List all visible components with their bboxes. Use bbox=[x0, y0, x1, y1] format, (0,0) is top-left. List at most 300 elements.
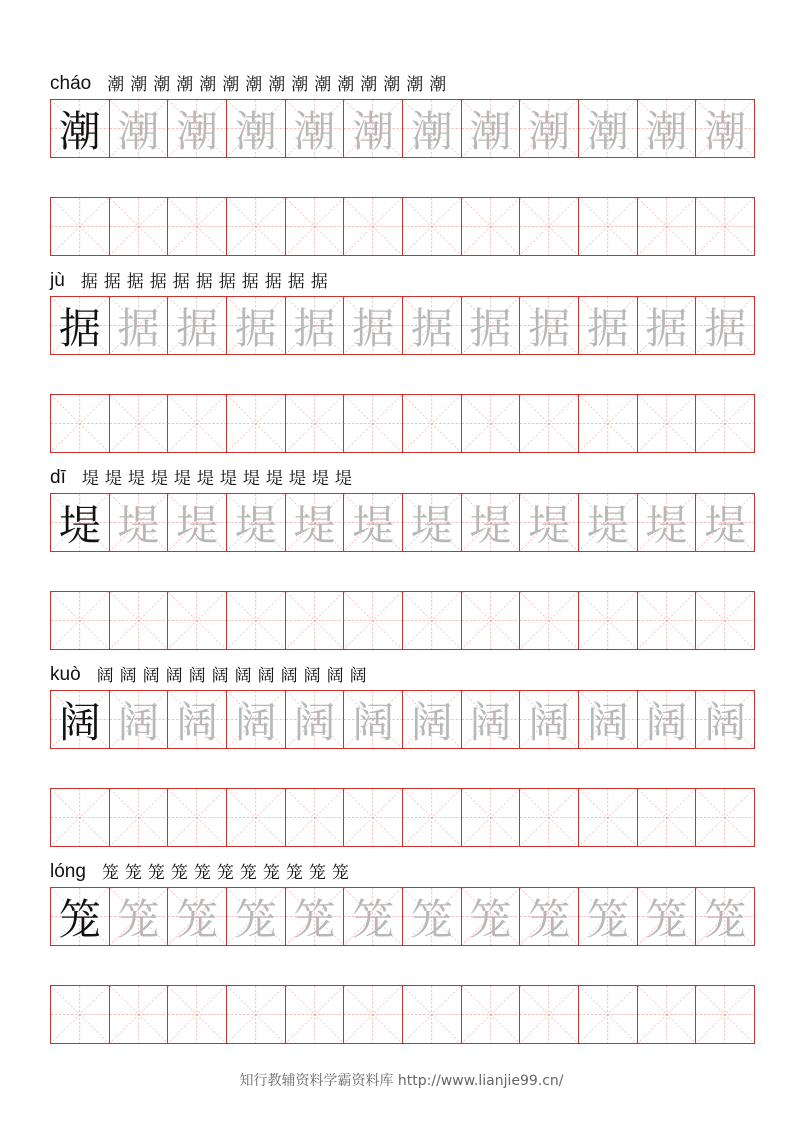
grid-cell[interactable] bbox=[403, 888, 462, 945]
grid-cell[interactable] bbox=[227, 297, 286, 354]
stroke-step: 据 bbox=[264, 272, 282, 292]
stroke-step: 笼 bbox=[308, 863, 326, 883]
trace-character: 潮 bbox=[528, 106, 571, 156]
grid-cell[interactable] bbox=[286, 691, 345, 748]
mi-grid-guides bbox=[403, 986, 461, 1043]
trace-character: 笼 bbox=[352, 894, 395, 944]
grid-cell[interactable] bbox=[227, 789, 286, 846]
mi-grid-guides bbox=[286, 789, 344, 846]
mi-grid-guides bbox=[696, 986, 754, 1043]
trace-character: 笼 bbox=[586, 894, 629, 944]
mi-grid-guides bbox=[286, 986, 344, 1043]
mi-grid-guides bbox=[462, 789, 520, 846]
mi-grid-guides bbox=[51, 789, 109, 846]
grid-cell[interactable] bbox=[696, 297, 754, 354]
trace-character: 堤 bbox=[469, 500, 512, 550]
grid-cell[interactable] bbox=[696, 986, 754, 1043]
pinyin-label: kuò bbox=[50, 664, 81, 685]
mi-grid-guides bbox=[344, 789, 402, 846]
stroke-step: 笼 bbox=[124, 863, 142, 883]
trace-character: 笼 bbox=[293, 894, 336, 944]
grid-cell[interactable] bbox=[286, 494, 345, 551]
grid-cell[interactable] bbox=[51, 986, 110, 1043]
stroke-step: 据 bbox=[287, 272, 305, 292]
stroke-step: 潮 bbox=[268, 75, 286, 95]
trace-character: 潮 bbox=[176, 106, 219, 156]
grid-cell[interactable] bbox=[638, 100, 697, 157]
mi-grid-guides bbox=[110, 789, 168, 846]
grid-cell[interactable] bbox=[168, 494, 227, 551]
trace-character: 潮 bbox=[469, 106, 512, 156]
mi-grid-guides bbox=[520, 986, 578, 1043]
grid-cell[interactable] bbox=[344, 100, 403, 157]
trace-character: 阔 bbox=[645, 697, 688, 747]
mi-grid-guides bbox=[638, 395, 696, 452]
grid-cell[interactable] bbox=[462, 789, 521, 846]
grid-cell[interactable] bbox=[110, 395, 169, 452]
stroke-step: 阔 bbox=[142, 666, 160, 686]
trace-character: 据 bbox=[293, 303, 336, 353]
grid-cell[interactable] bbox=[227, 395, 286, 452]
grid-cell[interactable] bbox=[110, 297, 169, 354]
grid-cell[interactable] bbox=[110, 198, 169, 255]
trace-character: 潮 bbox=[293, 106, 336, 156]
trace-character: 据 bbox=[645, 303, 688, 353]
mi-grid-guides bbox=[403, 592, 461, 649]
grid-cell[interactable] bbox=[51, 297, 110, 354]
stroke-step: 笼 bbox=[285, 863, 303, 883]
mi-grid-guides bbox=[403, 395, 461, 452]
grid-cell[interactable] bbox=[462, 986, 521, 1043]
grid-cell[interactable] bbox=[696, 395, 754, 452]
grid-cell[interactable] bbox=[403, 592, 462, 649]
grid-cell[interactable] bbox=[344, 395, 403, 452]
stroke-step: 阔 bbox=[234, 666, 252, 686]
stroke-step: 笼 bbox=[193, 863, 211, 883]
mi-grid-guides bbox=[638, 198, 696, 255]
stroke-step: 潮 bbox=[429, 75, 447, 95]
grid-cell[interactable] bbox=[403, 986, 462, 1043]
grid-cell[interactable] bbox=[696, 888, 754, 945]
stroke-step: 据 bbox=[126, 272, 144, 292]
grid-cell[interactable] bbox=[168, 986, 227, 1043]
stroke-step: 潮 bbox=[314, 75, 332, 95]
grid-cell[interactable] bbox=[227, 100, 286, 157]
model-character: 据 bbox=[58, 303, 101, 353]
grid-cell[interactable] bbox=[520, 789, 579, 846]
trace-character: 阔 bbox=[704, 697, 747, 747]
grid-cell[interactable] bbox=[462, 494, 521, 551]
mi-grid-guides bbox=[110, 592, 168, 649]
mi-grid-guides bbox=[696, 198, 754, 255]
grid-cell[interactable] bbox=[286, 297, 345, 354]
grid-cell[interactable] bbox=[344, 592, 403, 649]
trace-character: 阔 bbox=[586, 697, 629, 747]
mi-grid-guides bbox=[286, 395, 344, 452]
grid-cell[interactable] bbox=[696, 494, 754, 551]
stroke-step: 潮 bbox=[107, 75, 125, 95]
pinyin-label: lóng bbox=[50, 861, 86, 882]
stroke-step: 阔 bbox=[188, 666, 206, 686]
stroke-step: 堤 bbox=[81, 469, 99, 489]
stroke-step: 阔 bbox=[211, 666, 229, 686]
grid-cell[interactable] bbox=[520, 888, 579, 945]
trace-character: 据 bbox=[410, 303, 453, 353]
grid-cell[interactable] bbox=[110, 888, 169, 945]
grid-cell[interactable] bbox=[462, 100, 521, 157]
grid-cell[interactable] bbox=[168, 592, 227, 649]
grid-cell[interactable] bbox=[462, 297, 521, 354]
grid-cell[interactable] bbox=[403, 297, 462, 354]
mi-grid-guides bbox=[579, 592, 637, 649]
trace-character: 阔 bbox=[234, 697, 277, 747]
stroke-step: 据 bbox=[80, 272, 98, 292]
stroke-step: 阔 bbox=[303, 666, 321, 686]
stroke-order-header bbox=[50, 266, 328, 292]
grid-cell[interactable] bbox=[286, 789, 345, 846]
grid-cell[interactable] bbox=[638, 198, 697, 255]
grid-cell[interactable] bbox=[227, 691, 286, 748]
mi-grid-guides bbox=[462, 592, 520, 649]
blank-practice-row bbox=[50, 788, 755, 847]
trace-character: 堤 bbox=[293, 500, 336, 550]
stroke-step: 阔 bbox=[349, 666, 367, 686]
stroke-step: 阔 bbox=[96, 666, 114, 686]
grid-cell[interactable] bbox=[344, 691, 403, 748]
stroke-step: 潮 bbox=[130, 75, 148, 95]
grid-cell[interactable] bbox=[462, 691, 521, 748]
trace-character: 堤 bbox=[704, 500, 747, 550]
mi-grid-guides bbox=[51, 986, 109, 1043]
trace-character: 笼 bbox=[469, 894, 512, 944]
stroke-step: 堤 bbox=[150, 469, 168, 489]
model-character: 笼 bbox=[58, 894, 101, 944]
stroke-step: 潮 bbox=[176, 75, 194, 95]
grid-cell[interactable] bbox=[403, 198, 462, 255]
mi-grid-guides bbox=[227, 198, 285, 255]
trace-character: 潮 bbox=[645, 106, 688, 156]
mi-grid-guides bbox=[696, 395, 754, 452]
grid-cell[interactable] bbox=[344, 986, 403, 1043]
trace-character: 潮 bbox=[352, 106, 395, 156]
grid-cell[interactable] bbox=[286, 198, 345, 255]
tracing-row bbox=[50, 690, 755, 749]
grid-cell[interactable] bbox=[462, 592, 521, 649]
mi-grid-guides bbox=[227, 986, 285, 1043]
trace-character: 阔 bbox=[410, 697, 453, 747]
mi-grid-guides bbox=[168, 789, 226, 846]
grid-cell[interactable] bbox=[520, 297, 579, 354]
stroke-step: 阔 bbox=[280, 666, 298, 686]
trace-character: 笼 bbox=[117, 894, 160, 944]
stroke-step: 堤 bbox=[288, 469, 306, 489]
mi-grid-guides bbox=[227, 789, 285, 846]
grid-cell[interactable] bbox=[520, 100, 579, 157]
grid-cell[interactable] bbox=[168, 100, 227, 157]
grid-cell[interactable] bbox=[638, 494, 697, 551]
grid-cell[interactable] bbox=[168, 198, 227, 255]
mi-grid-guides bbox=[168, 395, 226, 452]
mi-grid-guides bbox=[403, 789, 461, 846]
stroke-step: 潮 bbox=[337, 75, 355, 95]
mi-grid-guides bbox=[168, 592, 226, 649]
trace-character: 笼 bbox=[234, 894, 277, 944]
grid-cell[interactable] bbox=[168, 395, 227, 452]
stroke-step: 据 bbox=[195, 272, 213, 292]
trace-character: 据 bbox=[469, 303, 512, 353]
grid-cell[interactable] bbox=[520, 198, 579, 255]
footer-text: 知行教辅资料学霸资料库 http://www.lianjie99.cn/ bbox=[239, 1073, 564, 1089]
grid-cell[interactable] bbox=[579, 691, 638, 748]
grid-cell[interactable] bbox=[110, 789, 169, 846]
stroke-step: 堤 bbox=[104, 469, 122, 489]
stroke-step: 笼 bbox=[331, 863, 349, 883]
grid-cell[interactable] bbox=[344, 297, 403, 354]
mi-grid-guides bbox=[579, 198, 637, 255]
grid-cell[interactable] bbox=[579, 198, 638, 255]
grid-cell[interactable] bbox=[286, 592, 345, 649]
stroke-step: 潮 bbox=[291, 75, 309, 95]
grid-cell[interactable] bbox=[520, 395, 579, 452]
stroke-step: 阔 bbox=[119, 666, 137, 686]
tracing-row bbox=[50, 493, 755, 552]
stroke-step: 堤 bbox=[219, 469, 237, 489]
mi-grid-guides bbox=[638, 789, 696, 846]
grid-cell[interactable] bbox=[51, 100, 110, 157]
stroke-step: 堤 bbox=[265, 469, 283, 489]
grid-cell[interactable] bbox=[403, 100, 462, 157]
trace-character: 据 bbox=[117, 303, 160, 353]
tracing-row bbox=[50, 296, 755, 355]
stroke-step: 据 bbox=[172, 272, 190, 292]
grid-cell[interactable] bbox=[638, 297, 697, 354]
stroke-order-header bbox=[50, 463, 352, 489]
trace-character: 笼 bbox=[410, 894, 453, 944]
trace-character: 潮 bbox=[586, 106, 629, 156]
mi-grid-guides bbox=[638, 592, 696, 649]
pinyin-label: cháo bbox=[50, 73, 92, 94]
grid-cell[interactable] bbox=[403, 691, 462, 748]
trace-character: 笼 bbox=[176, 894, 219, 944]
grid-cell[interactable] bbox=[520, 691, 579, 748]
grid-cell[interactable] bbox=[286, 395, 345, 452]
mi-grid-guides bbox=[110, 395, 168, 452]
grid-cell[interactable] bbox=[344, 789, 403, 846]
grid-cell[interactable] bbox=[227, 986, 286, 1043]
stroke-order-header bbox=[50, 857, 349, 883]
mi-grid-guides bbox=[344, 986, 402, 1043]
trace-character: 据 bbox=[352, 303, 395, 353]
mi-grid-guides bbox=[168, 198, 226, 255]
mi-grid-guides bbox=[520, 395, 578, 452]
grid-cell[interactable] bbox=[696, 691, 754, 748]
grid-cell[interactable] bbox=[579, 986, 638, 1043]
grid-cell[interactable] bbox=[403, 494, 462, 551]
trace-character: 阔 bbox=[469, 697, 512, 747]
mi-grid-guides bbox=[462, 198, 520, 255]
grid-cell[interactable] bbox=[168, 888, 227, 945]
grid-cell[interactable] bbox=[110, 691, 169, 748]
stroke-step: 潮 bbox=[245, 75, 263, 95]
grid-cell[interactable] bbox=[579, 888, 638, 945]
trace-character: 据 bbox=[528, 303, 571, 353]
mi-grid-guides bbox=[462, 395, 520, 452]
grid-cell[interactable] bbox=[462, 395, 521, 452]
grid-cell[interactable] bbox=[110, 100, 169, 157]
stroke-step: 堤 bbox=[242, 469, 260, 489]
stroke-step: 潮 bbox=[383, 75, 401, 95]
mi-grid-guides bbox=[51, 198, 109, 255]
mi-grid-guides bbox=[520, 592, 578, 649]
grid-cell[interactable] bbox=[520, 592, 579, 649]
grid-cell[interactable] bbox=[638, 395, 697, 452]
stroke-step: 潮 bbox=[360, 75, 378, 95]
trace-character: 笼 bbox=[528, 894, 571, 944]
trace-character: 潮 bbox=[704, 106, 747, 156]
stroke-step: 笼 bbox=[101, 863, 119, 883]
mi-grid-guides bbox=[51, 395, 109, 452]
grid-cell[interactable] bbox=[520, 986, 579, 1043]
grid-cell[interactable] bbox=[403, 395, 462, 452]
stroke-step: 堤 bbox=[127, 469, 145, 489]
mi-grid-guides bbox=[110, 986, 168, 1043]
stroke-step: 堤 bbox=[173, 469, 191, 489]
trace-character: 堤 bbox=[352, 500, 395, 550]
grid-cell[interactable] bbox=[403, 789, 462, 846]
stroke-step: 潮 bbox=[406, 75, 424, 95]
grid-cell[interactable] bbox=[579, 297, 638, 354]
stroke-step: 堤 bbox=[311, 469, 329, 489]
grid-cell[interactable] bbox=[286, 100, 345, 157]
grid-cell[interactable] bbox=[579, 100, 638, 157]
grid-cell[interactable] bbox=[344, 494, 403, 551]
grid-cell[interactable] bbox=[696, 592, 754, 649]
grid-cell[interactable] bbox=[51, 395, 110, 452]
mi-grid-guides bbox=[227, 395, 285, 452]
trace-character: 据 bbox=[586, 303, 629, 353]
grid-cell[interactable] bbox=[51, 592, 110, 649]
trace-character: 堤 bbox=[645, 500, 688, 550]
grid-cell[interactable] bbox=[579, 494, 638, 551]
grid-cell[interactable] bbox=[462, 888, 521, 945]
stroke-step: 阔 bbox=[165, 666, 183, 686]
mi-grid-guides bbox=[51, 592, 109, 649]
grid-cell[interactable] bbox=[638, 691, 697, 748]
model-character: 阔 bbox=[58, 697, 101, 747]
stroke-step: 据 bbox=[218, 272, 236, 292]
grid-cell[interactable] bbox=[520, 494, 579, 551]
grid-cell[interactable] bbox=[462, 198, 521, 255]
trace-character: 阔 bbox=[293, 697, 336, 747]
grid-cell[interactable] bbox=[110, 592, 169, 649]
blank-practice-row bbox=[50, 197, 755, 256]
mi-grid-guides bbox=[344, 395, 402, 452]
grid-cell[interactable] bbox=[638, 888, 697, 945]
grid-cell[interactable] bbox=[286, 888, 345, 945]
stroke-step: 堤 bbox=[334, 469, 352, 489]
mi-grid-guides bbox=[110, 198, 168, 255]
stroke-step: 笼 bbox=[239, 863, 257, 883]
grid-cell[interactable] bbox=[696, 100, 754, 157]
grid-cell[interactable] bbox=[227, 592, 286, 649]
stroke-step: 据 bbox=[310, 272, 328, 292]
grid-cell[interactable] bbox=[579, 395, 638, 452]
grid-cell[interactable] bbox=[696, 198, 754, 255]
stroke-order-header bbox=[50, 660, 367, 686]
mi-grid-guides bbox=[168, 986, 226, 1043]
trace-character: 阔 bbox=[528, 697, 571, 747]
grid-cell[interactable] bbox=[51, 789, 110, 846]
tracing-row bbox=[50, 99, 755, 158]
stroke-step: 堤 bbox=[196, 469, 214, 489]
stroke-step: 据 bbox=[103, 272, 121, 292]
grid-cell[interactable] bbox=[286, 986, 345, 1043]
grid-cell[interactable] bbox=[638, 592, 697, 649]
grid-cell[interactable] bbox=[51, 494, 110, 551]
mi-grid-guides bbox=[520, 198, 578, 255]
stroke-step: 据 bbox=[241, 272, 259, 292]
mi-grid-guides bbox=[344, 592, 402, 649]
trace-character: 阔 bbox=[117, 697, 160, 747]
mi-grid-guides bbox=[696, 592, 754, 649]
pinyin-label: dī bbox=[50, 467, 66, 488]
grid-cell[interactable] bbox=[110, 494, 169, 551]
grid-cell[interactable] bbox=[51, 888, 110, 945]
stroke-step: 潮 bbox=[153, 75, 171, 95]
mi-grid-guides bbox=[403, 198, 461, 255]
stroke-step: 阔 bbox=[326, 666, 344, 686]
grid-cell[interactable] bbox=[579, 789, 638, 846]
grid-cell[interactable] bbox=[638, 789, 697, 846]
trace-character: 笼 bbox=[704, 894, 747, 944]
grid-cell[interactable] bbox=[51, 198, 110, 255]
mi-grid-guides bbox=[227, 592, 285, 649]
grid-cell[interactable] bbox=[168, 297, 227, 354]
mi-grid-guides bbox=[344, 198, 402, 255]
grid-cell[interactable] bbox=[227, 494, 286, 551]
trace-character: 据 bbox=[704, 303, 747, 353]
trace-character: 堤 bbox=[117, 500, 160, 550]
blank-practice-row bbox=[50, 591, 755, 650]
mi-grid-guides bbox=[579, 789, 637, 846]
grid-cell[interactable] bbox=[51, 691, 110, 748]
mi-grid-guides bbox=[696, 789, 754, 846]
mi-grid-guides bbox=[520, 789, 578, 846]
grid-cell[interactable] bbox=[227, 198, 286, 255]
grid-cell[interactable] bbox=[110, 986, 169, 1043]
grid-cell[interactable] bbox=[344, 198, 403, 255]
stroke-step: 笼 bbox=[216, 863, 234, 883]
mi-grid-guides bbox=[579, 395, 637, 452]
grid-cell[interactable] bbox=[168, 691, 227, 748]
grid-cell[interactable] bbox=[638, 986, 697, 1043]
stroke-step: 阔 bbox=[257, 666, 275, 686]
blank-practice-row bbox=[50, 985, 755, 1044]
grid-cell[interactable] bbox=[227, 888, 286, 945]
stroke-step: 潮 bbox=[199, 75, 217, 95]
grid-cell[interactable] bbox=[696, 789, 754, 846]
trace-character: 据 bbox=[176, 303, 219, 353]
blank-practice-row bbox=[50, 394, 755, 453]
grid-cell[interactable] bbox=[168, 789, 227, 846]
trace-character: 据 bbox=[234, 303, 277, 353]
grid-cell[interactable] bbox=[344, 888, 403, 945]
grid-cell[interactable] bbox=[579, 592, 638, 649]
stroke-step: 笼 bbox=[262, 863, 280, 883]
stroke-order-header bbox=[50, 69, 446, 95]
trace-character: 潮 bbox=[410, 106, 453, 156]
trace-character: 堤 bbox=[234, 500, 277, 550]
